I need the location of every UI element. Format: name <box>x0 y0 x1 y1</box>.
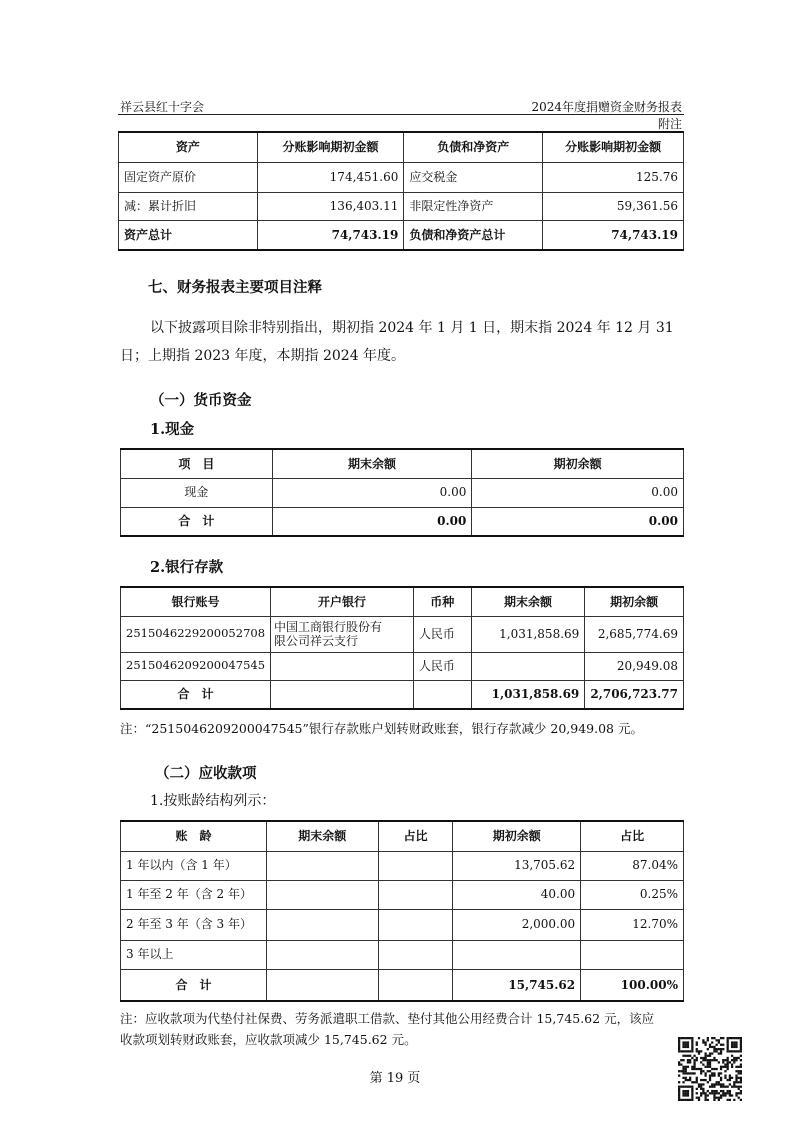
account-number: 2515046229200052708 <box>121 616 271 652</box>
table-cell: 174,451.60 <box>257 162 404 192</box>
table-cell <box>378 969 453 1001</box>
table-total-row <box>121 969 684 1001</box>
table-cell <box>378 880 453 909</box>
table-total-row <box>121 680 684 709</box>
table-cell: 136,403.11 <box>257 192 404 220</box>
receivable-aging-table <box>120 820 684 1002</box>
col-header-ratio: 占比 <box>378 821 453 851</box>
table-cell: 合 计 <box>121 680 271 709</box>
table-cell: 0.00 <box>272 478 472 507</box>
col-header-amount: 分账影响期初金额 <box>543 132 684 162</box>
table-cell: 125.76 <box>543 162 684 192</box>
header-report-title: 2024年度捐赠资金财务报表附注 <box>531 100 682 131</box>
table-row <box>121 652 684 680</box>
table-cell: 0.00 <box>272 507 472 536</box>
table-cell <box>453 940 581 969</box>
paragraph-line: 日；上期指 2023 年度，本期指 2024 年度。 <box>120 348 406 364</box>
col-header-account: 银行账号 <box>121 587 271 616</box>
table-cell: 15,745.62 <box>453 969 581 1001</box>
sub-section-title: 2.银行存款 <box>150 559 224 576</box>
sub-section-title: 1.现金 <box>150 421 195 438</box>
section-title: （二）应收款项 <box>155 765 257 782</box>
table-cell: 非限定性净资产 <box>404 192 543 220</box>
cash-table <box>120 448 684 537</box>
table-cell: 20,949.08 <box>585 652 684 680</box>
qr-code-icon <box>678 1037 742 1101</box>
table-cell: 87.04% <box>581 851 684 880</box>
col-header-begin-balance: 期初余额 <box>453 821 581 851</box>
table-row <box>121 478 684 507</box>
currency: 人民币 <box>413 616 471 652</box>
col-header-bank: 开户银行 <box>271 587 414 616</box>
col-header-begin-balance: 期初余额 <box>472 449 684 478</box>
table-row <box>121 851 684 880</box>
table-cell: 3 年以上 <box>121 940 267 969</box>
table-row <box>121 909 684 940</box>
table-cell <box>271 680 414 709</box>
table-cell: 合 计 <box>121 507 273 536</box>
receivable-note-line: 注：应收款项为代垫付社保费、劳务派遣职工借款、垫付其他公用经费合计 15,745.62 元，该应 <box>120 1011 655 1026</box>
table-row <box>121 616 684 652</box>
col-header-amount: 分账影响期初金额 <box>257 132 404 162</box>
currency: 人民币 <box>413 652 471 680</box>
col-header-end-balance: 期末余额 <box>266 821 378 851</box>
col-header-end-balance: 期末余额 <box>471 587 585 616</box>
table-row <box>119 162 684 192</box>
table-cell <box>266 880 378 909</box>
table-cell: 74,743.19 <box>543 220 684 250</box>
table-total-row <box>119 220 684 250</box>
table-cell: 1,031,858.69 <box>471 616 585 652</box>
table-cell: 2,706,723.77 <box>585 680 684 709</box>
section-title: （一）货币资金 <box>150 392 252 409</box>
table-row <box>121 940 684 969</box>
table-cell: 2,000.00 <box>453 909 581 940</box>
bank-name-cell <box>271 652 414 680</box>
col-header-aging: 账 龄 <box>121 821 267 851</box>
table-cell: 74,743.19 <box>257 220 404 250</box>
table-cell: 1,031,858.69 <box>471 680 585 709</box>
bank-note: 注：“2515046209200047545”银行存款账户划转财政账套，银行存款减少 20,949.08 元。 <box>120 721 643 736</box>
table-cell <box>266 969 378 1001</box>
col-header-end-balance: 期末余额 <box>272 449 472 478</box>
table-cell: 12.70% <box>581 909 684 940</box>
col-header-liabilities: 负债和净资产 <box>404 132 543 162</box>
col-header-currency: 币种 <box>413 587 471 616</box>
table-cell: 2 年至 3 年（含 3 年） <box>121 909 267 940</box>
sub-section-title: 1.按账龄结构列示： <box>150 793 276 809</box>
table-cell <box>378 909 453 940</box>
table-cell <box>378 940 453 969</box>
col-header-ratio: 占比 <box>581 821 684 851</box>
page-number: 第 19 页 <box>369 1071 421 1086</box>
table-cell: 0.00 <box>472 507 684 536</box>
table-cell <box>471 652 585 680</box>
table-cell <box>581 940 684 969</box>
table-cell: 现金 <box>121 478 273 507</box>
table-total-row <box>121 507 684 536</box>
bank-name-line: 限公司祥云支行 <box>274 634 359 648</box>
table-cell: 0.25% <box>581 880 684 909</box>
paragraph-line: 以下披露项目除非特别指出，期初指 2024 年 1 月 1 日，期末指 2024 年 12 月 31 <box>150 320 674 336</box>
balance-adjustment-table <box>118 131 684 251</box>
header-org-name: 祥云县红十字会 <box>120 100 205 114</box>
table-cell: 资产总计 <box>119 220 258 250</box>
col-header-assets: 资产 <box>119 132 258 162</box>
bank-deposit-table <box>120 586 684 710</box>
table-cell: 2,685,774.69 <box>585 616 684 652</box>
receivable-note-line: 收款项划转财政账套，应收款项减少 15,745.62 元。 <box>120 1032 417 1047</box>
table-cell: 固定资产原价 <box>119 162 258 192</box>
table-cell <box>413 680 471 709</box>
table-cell: 59,361.56 <box>543 192 684 220</box>
table-cell: 100.00% <box>581 969 684 1001</box>
table-cell: 1 年以内（含 1 年） <box>121 851 267 880</box>
table-cell: 负债和净资产总计 <box>404 220 543 250</box>
bank-name-line: 中国工商银行股份有 <box>274 619 383 634</box>
table-row <box>119 192 684 220</box>
table-cell <box>378 851 453 880</box>
table-cell: 1 年至 2 年（含 2 年） <box>121 880 267 909</box>
table-cell: 减：累计折旧 <box>119 192 258 220</box>
table-row <box>121 880 684 909</box>
table-cell: 0.00 <box>472 478 684 507</box>
table-cell: 合 计 <box>121 969 267 1001</box>
table-cell <box>266 940 378 969</box>
account-number: 2515046209200047545 <box>121 652 271 680</box>
bank-name-cell <box>271 616 414 652</box>
table-cell <box>266 909 378 940</box>
table-cell: 应交税金 <box>404 162 543 192</box>
table-cell: 13,705.62 <box>453 851 581 880</box>
table-cell: 40.00 <box>453 880 581 909</box>
section-title: 七、财务报表主要项目注释 <box>148 279 322 296</box>
col-header-item: 项 目 <box>121 449 273 478</box>
col-header-begin-balance: 期初余额 <box>585 587 684 616</box>
header-rule <box>118 114 684 115</box>
table-cell <box>266 851 378 880</box>
